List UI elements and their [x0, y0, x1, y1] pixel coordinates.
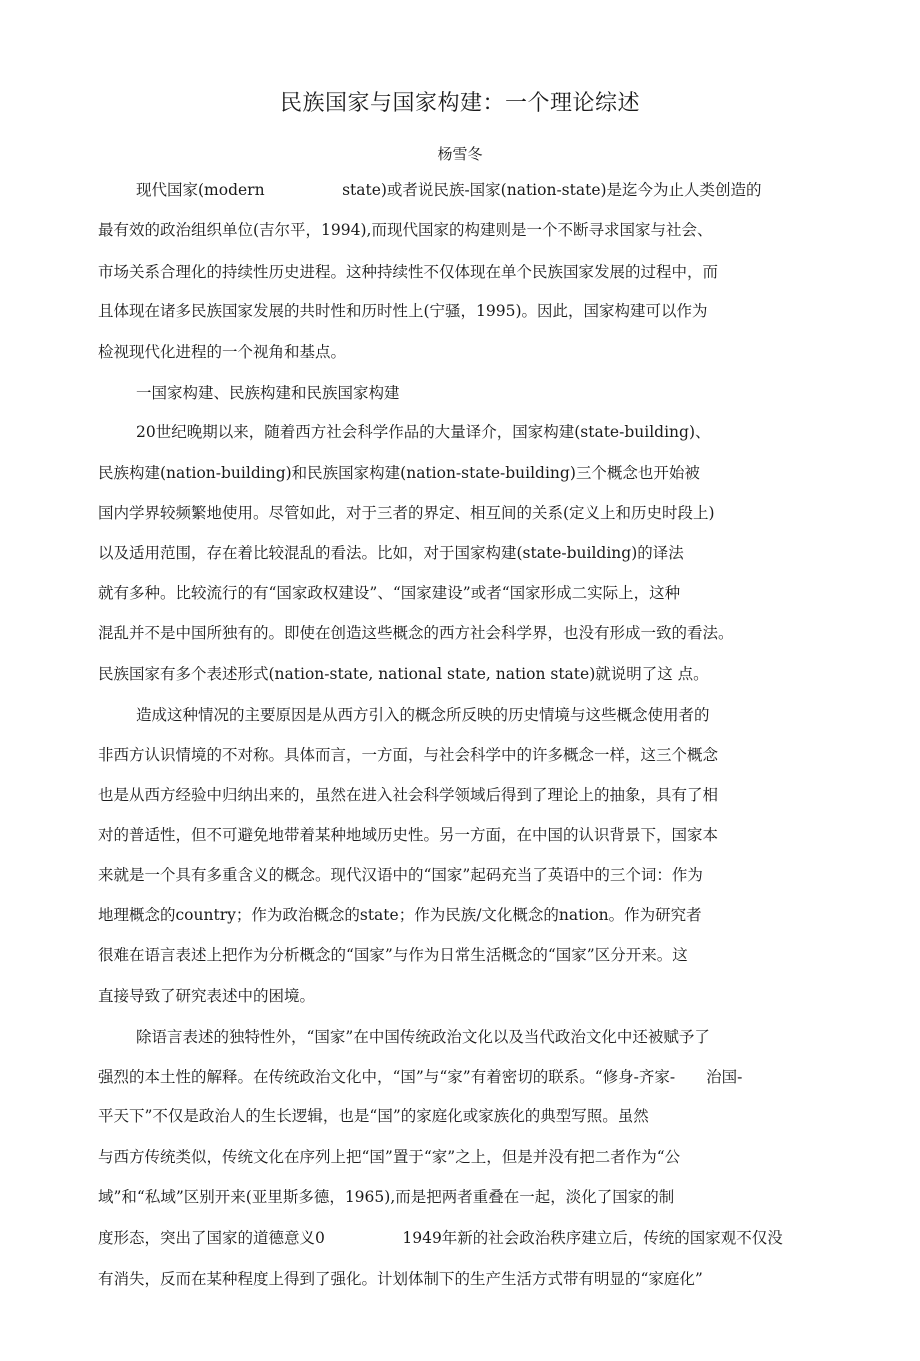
paragraph-line: 非西方认识情境的不对称。具体而言，一方面，与社会科学中的许多概念一样，这三个概念: [98, 746, 719, 764]
document-title: 民族国家与国家构建：一个理论综述: [279, 91, 640, 116]
paragraph-line: 混乱并不是中国所独有的。即使在创造这些概念的西方社会科学界，也没有形成一致的看法。: [98, 624, 734, 642]
paragraph-line: 就有多种。比较流行的有“国家政权建设”、“国家建设”或者“国家形成二实际上，这种: [98, 584, 681, 602]
paragraph-line: 除语言表述的独特性外，“国家”在中国传统政治文化以及当代政治文化中还被赋予了: [136, 1028, 710, 1046]
paragraph-line: 检视现代化进程的一个视角和基点。: [98, 343, 347, 361]
paragraph-line: 且体现在诸多民族国家发展的共时性和历时性上(宁骚，1995)。因此，国家构建可以作为: [98, 302, 708, 320]
paragraph-line: 来就是一个具有多重含义的概念。现代汉语中的“国家”起码充当了英语中的三个词：作为: [98, 866, 703, 884]
paragraph-line: 强烈的本土性的解释。在传统政治文化中，“国”与“家”有着密切的联系。“修身-齐家- 治国-: [98, 1068, 743, 1086]
paragraph-line: 市场关系合理化的持续性历史进程。这种持续性不仅体现在单个民族国家发展的过程中，而: [98, 263, 719, 281]
paragraph-line: 民族国家有多个表述形式(nation-state, national state, nation state)就说明了这 点。: [98, 665, 709, 683]
section-heading: 一国家构建、民族构建和民族国家构建: [136, 384, 400, 402]
paragraph-line: 有消失，反而在某种程度上得到了强化。计划体制下的生产生活方式带有明显的“家庭化”: [98, 1270, 703, 1288]
paragraph-line: 度形态，突出了国家的道德意义0 1949年新的社会政治秩序建立后，传统的国家观不仅没: [98, 1229, 783, 1247]
paragraph-line: 地理概念的country；作为政治概念的state；作为民族/文化概念的nation。作为研究者: [98, 906, 702, 924]
paragraph-line: 民族构建(nation-building)和民族国家构建(nation-state-building)三个概念也开始被: [98, 464, 700, 482]
paragraph-line: 国内学界较频繁地使用。尽管如此，对于三者的界定、相互间的关系(定义上和历史时段上): [98, 504, 715, 522]
paragraph-line: 很难在语言表述上把作为分析概念的“国家”与作为日常生活概念的“国家”区分开来。这: [98, 946, 688, 964]
paragraph-line: 20世纪晚期以来，随着西方社会科学作品的大量译介，国家构建(state-building)、: [136, 423, 711, 441]
paragraph-line: 直接导致了研究表述中的困境。: [98, 987, 316, 1005]
paragraph-line: 现代国家(modern state)或者说民族-国家(nation-state)是迄今为止人类创造的: [136, 181, 762, 199]
paragraph-line: 造成这种情况的主要原因是从西方引入的概念所反映的历史情境与这些概念使用者的: [136, 706, 710, 724]
paragraph-line: 平天下”不仅是政治人的生长逻辑，也是“国”的家庭化或家族化的典型写照。虽然: [98, 1107, 649, 1125]
document-author: 杨雪冬: [437, 145, 483, 163]
paragraph-line: 对的普适性，但不可避免地带着某种地域历史性。另一方面，在中国的认识背景下，国家本: [98, 826, 719, 844]
paragraph-line: 域”和“私域”区别开来(亚里斯多德，1965),而是把两者重叠在一起，淡化了国家的制: [98, 1188, 675, 1206]
paragraph-line: 以及适用范围，存在着比较混乱的看法。比如，对于国家构建(state-building)的译法: [98, 544, 684, 562]
paragraph-line: 也是从西方经验中归纳出来的，虽然在进入社会科学领域后得到了理论上的抽象，具有了相: [98, 786, 719, 804]
paragraph-line: 最有效的政治组织单位(吉尔平，1994),而现代国家的构建则是一个不断寻求国家与社会、: [98, 221, 713, 239]
paragraph-line: 与西方传统类似，传统文化在序列上把“国”置于“家”之上，但是并没有把二者作为“公: [98, 1148, 681, 1166]
